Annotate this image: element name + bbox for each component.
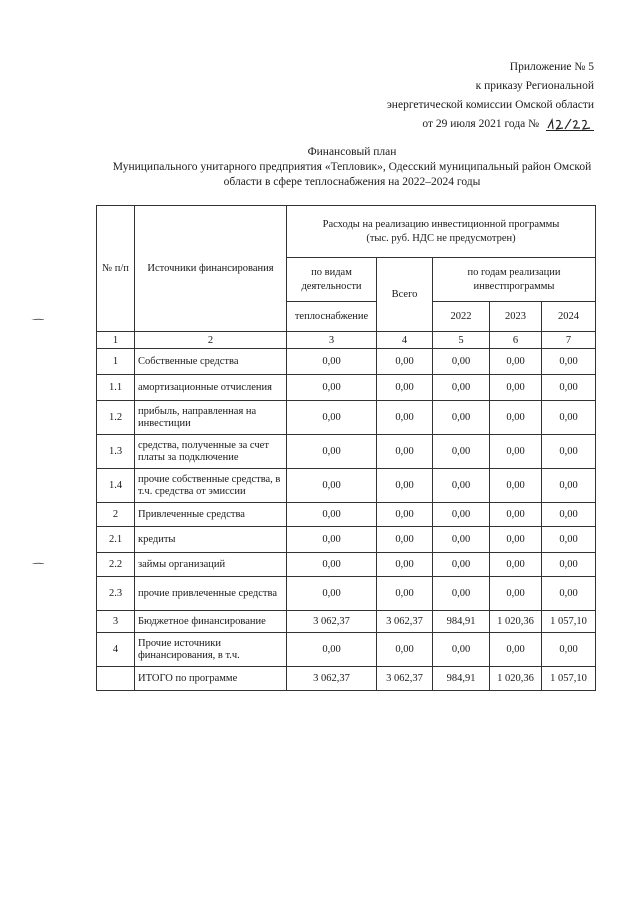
document-heading — [100, 145, 604, 190]
row-source: Привлеченные средства — [135, 503, 287, 527]
row-value: 0,00 — [433, 435, 490, 469]
row-value: 0,00 — [377, 553, 433, 577]
row-value: 0,00 — [490, 349, 542, 375]
row-value: 0,00 — [433, 577, 490, 611]
column-number-row — [97, 332, 596, 349]
row-source: амортизационные отчисления — [135, 375, 287, 401]
row-value: 0,00 — [377, 503, 433, 527]
column-number: 1 — [97, 332, 135, 349]
row-value: 0,00 — [490, 527, 542, 553]
row-number: 2.3 — [97, 577, 135, 611]
row-value: 0,00 — [433, 553, 490, 577]
table-row — [97, 435, 596, 469]
header-total: Всего — [377, 258, 433, 332]
row-value: 0,00 — [377, 633, 433, 667]
row-value: 0,00 — [542, 469, 596, 503]
header-expenses — [287, 206, 596, 258]
row-value: 0,00 — [377, 469, 433, 503]
appendix-block — [387, 58, 594, 134]
row-value: 3 062,37 — [377, 667, 433, 691]
row-value: 0,00 — [433, 527, 490, 553]
row-value: 0,00 — [287, 375, 377, 401]
row-value: 0,00 — [433, 375, 490, 401]
row-number: 4 — [97, 633, 135, 667]
row-value: 0,00 — [542, 401, 596, 435]
row-value: 3 062,37 — [287, 667, 377, 691]
row-value: 0,00 — [377, 401, 433, 435]
row-value: 0,00 — [542, 375, 596, 401]
row-value: 0,00 — [490, 553, 542, 577]
row-number: 2 — [97, 503, 135, 527]
header-number: № п/п — [97, 206, 135, 332]
row-source: Собственные средства — [135, 349, 287, 375]
header-by-activity: по видам деятельности — [287, 258, 377, 302]
row-value: 0,00 — [377, 577, 433, 611]
row-value: 0,00 — [542, 349, 596, 375]
table-body — [97, 349, 596, 691]
row-value: 3 062,37 — [377, 611, 433, 633]
row-value: 0,00 — [433, 401, 490, 435]
row-value: 0,00 — [542, 577, 596, 611]
row-value: 0,00 — [542, 435, 596, 469]
row-value: 0,00 — [377, 435, 433, 469]
column-number: 6 — [490, 332, 542, 349]
table-row — [97, 527, 596, 553]
row-source: прочие собственные средства, в т.ч. средства от эмиссии — [135, 469, 287, 503]
column-number: 5 — [433, 332, 490, 349]
row-value: 0,00 — [287, 633, 377, 667]
row-source: ИТОГО по программе — [135, 667, 287, 691]
row-number: 1.1 — [97, 375, 135, 401]
row-number: 1.2 — [97, 401, 135, 435]
scan-mark-bottom — [30, 562, 44, 564]
row-value: 1 020,36 — [490, 611, 542, 633]
column-number: 3 — [287, 332, 377, 349]
handwritten-number-signature — [546, 115, 594, 134]
row-value: 0,00 — [287, 469, 377, 503]
table-row — [97, 349, 596, 375]
row-value: 0,00 — [433, 349, 490, 375]
table-row — [97, 401, 596, 435]
row-value: 0,00 — [542, 527, 596, 553]
row-value: 1 057,10 — [542, 611, 596, 633]
row-source: кредиты — [135, 527, 287, 553]
row-value: 0,00 — [287, 435, 377, 469]
row-value: 0,00 — [287, 401, 377, 435]
header-by-years: по годам реализации инвестпрограммы — [433, 258, 596, 302]
row-value: 0,00 — [287, 349, 377, 375]
row-value: 1 057,10 — [542, 667, 596, 691]
row-value: 984,91 — [433, 611, 490, 633]
header-year-2023: 2023 — [490, 302, 542, 332]
row-value: 0,00 — [542, 633, 596, 667]
table-row — [97, 375, 596, 401]
header-expenses-unit: (тыс. руб. НДС не предусмотрен) — [366, 232, 516, 244]
row-value: 3 062,37 — [287, 611, 377, 633]
column-number: 7 — [542, 332, 596, 349]
appendix-line-2: к приказу Региональной — [475, 80, 594, 92]
header-year-2022: 2022 — [433, 302, 490, 332]
row-number — [97, 667, 135, 691]
row-value: 0,00 — [287, 527, 377, 553]
document-title: Финансовый план — [307, 146, 397, 158]
appendix-line-3: энергетической комиссии Омской области — [386, 99, 594, 111]
row-value: 0,00 — [542, 553, 596, 577]
row-value: 984,91 — [433, 667, 490, 691]
table-row — [97, 611, 596, 633]
row-value: 0,00 — [490, 435, 542, 469]
header-source: Источники финансирования — [135, 206, 287, 332]
row-number: 1.3 — [97, 435, 135, 469]
row-source: Прочие источники финансирования, в т.ч. — [135, 633, 287, 667]
row-number: 3 — [97, 611, 135, 633]
row-value: 0,00 — [377, 375, 433, 401]
row-source: средства, полученные за счет платы за подключение — [135, 435, 287, 469]
row-value: 0,00 — [433, 633, 490, 667]
row-value: 1 020,36 — [490, 667, 542, 691]
row-value: 0,00 — [490, 577, 542, 611]
row-value: 0,00 — [377, 349, 433, 375]
table-row — [97, 469, 596, 503]
row-value: 0,00 — [490, 469, 542, 503]
row-number: 1 — [97, 349, 135, 375]
column-number: 4 — [377, 332, 433, 349]
row-number: 2.2 — [97, 553, 135, 577]
table-row — [97, 633, 596, 667]
row-source: займы организаций — [135, 553, 287, 577]
table-row — [97, 553, 596, 577]
row-source: Бюджетное финансирование — [135, 611, 287, 633]
row-number: 1.4 — [97, 469, 135, 503]
row-value: 0,00 — [490, 375, 542, 401]
row-number: 2.1 — [97, 527, 135, 553]
table-row — [97, 667, 596, 691]
row-value: 0,00 — [377, 527, 433, 553]
column-number: 2 — [135, 332, 287, 349]
row-value: 0,00 — [287, 553, 377, 577]
appendix-line-1: Приложение № 5 — [509, 61, 594, 73]
financial-plan-table — [96, 205, 596, 691]
row-value: 0,00 — [433, 503, 490, 527]
row-value: 0,00 — [433, 469, 490, 503]
header-year-2024: 2024 — [542, 302, 596, 332]
header-heat-supply: теплоснабжение — [287, 302, 377, 332]
row-value: 0,00 — [542, 503, 596, 527]
row-value: 0,00 — [490, 401, 542, 435]
appendix-date: от 29 июля 2021 года № — [422, 118, 540, 130]
scan-mark-top — [30, 318, 44, 320]
appendix-line-4 — [387, 115, 594, 134]
table-row — [97, 577, 596, 611]
document-subtitle-line-2: области в сфере теплоснабжения на 2022–2024 годы — [223, 176, 481, 188]
row-source: прибыль, направленная на инвестиции — [135, 401, 287, 435]
row-value: 0,00 — [287, 503, 377, 527]
table-row — [97, 503, 596, 527]
row-source: прочие привлеченные средства — [135, 577, 287, 611]
document-subtitle-line-1: Муниципального унитарного предприятия «Тепловик», Одесский муниципальный район Омской — [112, 161, 592, 173]
row-value: 0,00 — [490, 633, 542, 667]
header-expenses-title: Расходы на реализацию инвестиционной программы — [322, 218, 560, 230]
row-value: 0,00 — [287, 577, 377, 611]
row-value: 0,00 — [490, 503, 542, 527]
